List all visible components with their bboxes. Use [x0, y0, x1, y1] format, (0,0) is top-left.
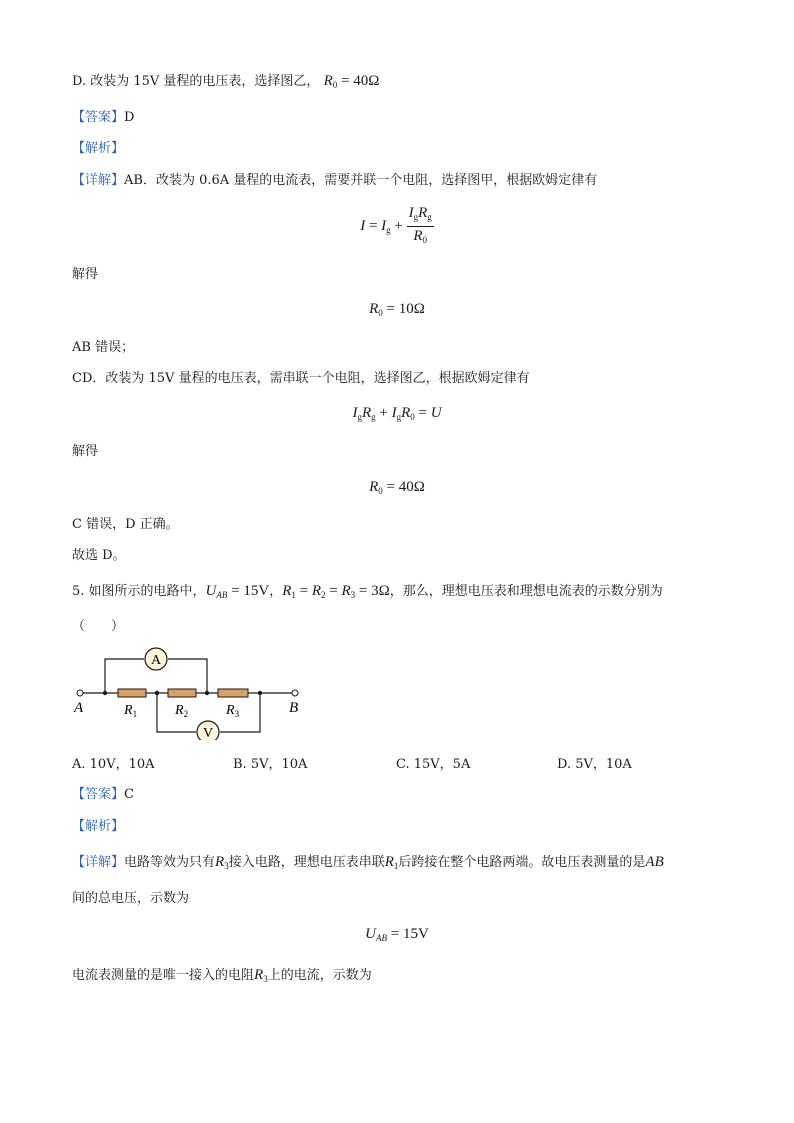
q5-eq5: $U_{AB} = 15V$ [365, 926, 429, 943]
q4-option-d-math: $R_0 = 40\Omega$ [323, 73, 380, 90]
q4-detail-cd: CD．改装为 15V 量程的电压表，需串联一个电阻，选择图乙，根据欧姆定律有 [72, 371, 530, 386]
q4-eq3: $I_gR_g + I_gR_0 = U$ [352, 405, 442, 422]
terminal-a-label: A [74, 700, 84, 716]
q5-stem-math2: $R_1 = R_2 = R_3 = 3\Omega$ [282, 583, 390, 600]
q5-answer [72, 786, 134, 804]
q5-answer-label: 【答案】 [72, 787, 125, 802]
q4-choose: 故选 D。 [72, 548, 126, 563]
q5-option-b: B. 5V，10A [233, 757, 308, 772]
q5-detail-text6: 上的电流，示数为 [267, 968, 372, 983]
q4-ab-wrong: AB 错误； [72, 340, 135, 355]
junction-dot [155, 691, 159, 695]
q5-stem-math1: $U_{AB} = 15V$ [205, 583, 270, 600]
wire-ammeter-right [168, 659, 207, 693]
junction-dot [205, 691, 209, 695]
q5-detail-label: 【详解】 [72, 855, 125, 870]
ammeter-label: A [150, 653, 162, 668]
q5-circuit-diagram [0, 640, 794, 740]
terminal-b [292, 690, 298, 696]
q4-answer [72, 109, 134, 127]
resistor-r1 [118, 689, 146, 697]
q4-solve1: 解得 [72, 267, 99, 282]
q4-eq1-fraction: $\frac{I_gR_g}{R_0}$ [408, 205, 432, 245]
q5-bracket: （ ） [72, 619, 125, 634]
junction-dot [258, 691, 262, 695]
q5-detail-text2: 接入电路，理想电压表串联 [228, 855, 385, 870]
q4-detail-label: 【详解】 [72, 173, 125, 188]
q5-analysis-label: 【解析】 [72, 819, 125, 834]
q5-detail-text3: 后跨接在整个电路两端。故电压表测量的是 [398, 855, 646, 870]
q5-option-a: A. 10V，10A [72, 757, 155, 772]
wire-ammeter-left [105, 659, 144, 693]
r2-label: $R_2$ [175, 703, 189, 719]
r1-label: $R_1$ [124, 703, 138, 719]
q5-stem [72, 582, 663, 604]
q5-detail-text1: 电路等效为只有 [124, 855, 216, 870]
resistor-r2 [168, 689, 196, 697]
junction-dot [103, 691, 107, 695]
terminal-a [77, 690, 83, 696]
q5-detail-line2: 间的总电压，示数为 [72, 891, 190, 906]
q5-detail-r3-b: $R_3$ [254, 967, 268, 984]
q4-option-d-text: D. 改装为 15V 量程的电压表，选择图乙， [72, 74, 320, 89]
q5-detail-ab: AB [645, 854, 664, 870]
terminal-b-label: B [289, 700, 299, 716]
q4-detail-ab-text: AB．改装为 0.6A 量程的电流表，需要并联一个电阻，选择图甲，根据欧姆定律有 [124, 173, 598, 188]
q5-detail-line1 [72, 853, 664, 875]
q5-option-c: C. 15V，5A [396, 757, 471, 772]
q5-detail-r3: $R_3$ [215, 854, 229, 871]
q5-detail-r1: $R_1$ [384, 854, 399, 871]
q4-eq1: $I = I_g$ + $\frac{I_gR_g}{R_0}$ [0, 205, 794, 248]
q5-stem-suffix: ，那么，理想电压表和理想电流表的示数分别为 [389, 584, 663, 599]
q4-solve2: 解得 [72, 444, 99, 459]
q4-analysis [72, 140, 124, 158]
q4-analysis-label: 【解析】 [72, 141, 125, 156]
voltmeter-label: V [202, 726, 214, 740]
r3-label: $R_3$ [226, 703, 240, 719]
q5-analysis [72, 818, 124, 836]
q5-answer-value: C [124, 787, 134, 802]
q4-detail-ab [72, 172, 597, 190]
resistor-r3 [218, 689, 248, 697]
q5-stem-prefix: 5. 如图所示的电路中， [72, 584, 206, 599]
q4-answer-value: D [124, 110, 135, 125]
q5-detail-text5: 电流表测量的是唯一接入的电阻 [72, 968, 255, 983]
q5-detail-line3 [72, 966, 372, 988]
q4-option-d [72, 72, 379, 94]
q4-conclusion: C 错误，D 正确。 [72, 517, 179, 532]
q4-answer-label: 【答案】 [72, 110, 125, 125]
q4-eq4: $R_0 = 40\Omega$ [369, 479, 425, 496]
q5-stem-sep: ， [269, 584, 283, 599]
q4-eq2: $R_0 = 10\Omega$ [369, 301, 425, 318]
q5-option-d: D. 5V，10A [557, 757, 632, 772]
